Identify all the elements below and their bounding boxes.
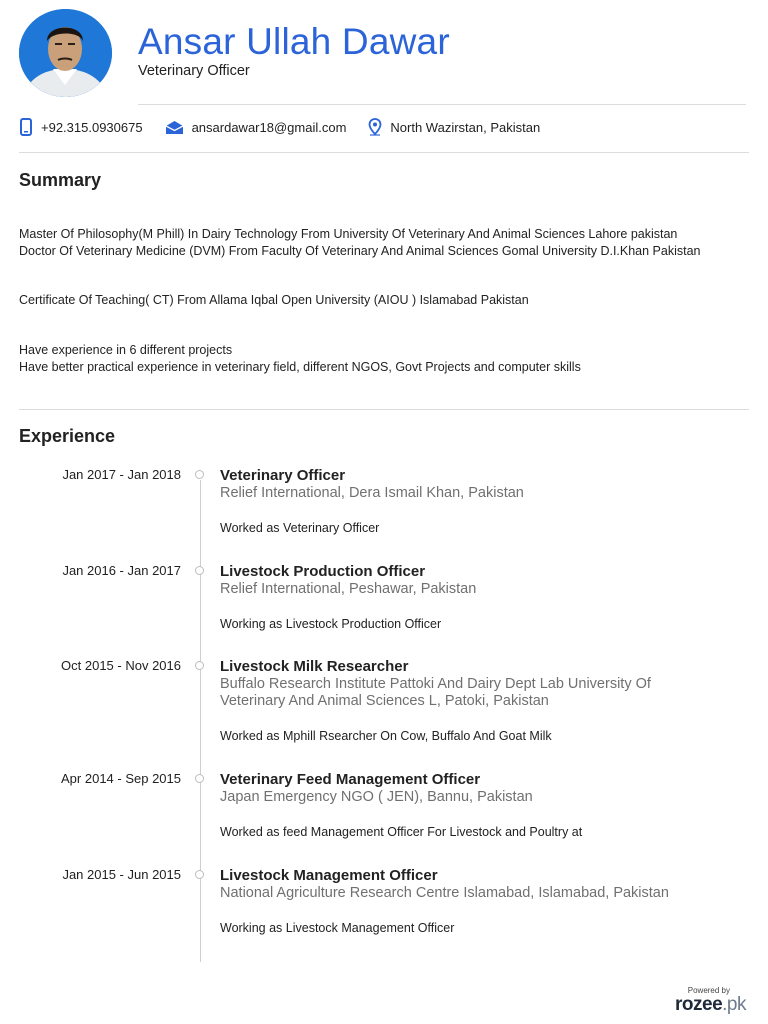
experience-description: Working as Livestock Management Officer	[220, 921, 455, 935]
experience-role: Veterinary Officer	[220, 467, 346, 484]
summary-line: Certificate Of Teaching( CT) From Allama Iqbal Open University (AIOU ) Islamabad Pakistan	[19, 293, 529, 307]
timeline-dot-icon	[195, 661, 204, 670]
experience-heading: Experience	[19, 426, 116, 446]
timeline-dot-icon	[195, 566, 204, 575]
profile-photo-icon	[19, 9, 112, 97]
powered-by-badge	[675, 986, 746, 1015]
experience-description: Worked as feed Management Officer For Livestock and Poultry at	[220, 825, 583, 839]
summary-education	[19, 226, 748, 260]
summary-line: Have experience in 6 different projects	[19, 343, 233, 357]
email-text: ansardawar18@gmail.com	[191, 119, 347, 135]
avatar	[19, 9, 112, 97]
contact-divider	[19, 152, 749, 153]
experience-description: Working as Livestock Production Officer	[220, 617, 442, 631]
summary-line: Have better practical experience in veterinary field, different NGOS, Govt Projects and computer skills	[19, 360, 581, 374]
summary-heading: Summary	[19, 170, 102, 190]
summary-line: Master Of Philosophy(M Phill) In Dairy Technology From University Of Veterinary And Animal Sciences Lahore pakistan	[19, 227, 678, 241]
experience-date: Apr 2014 - Sep 2015	[61, 771, 181, 786]
powered-by-label: Powered by	[687, 986, 730, 995]
location-pin-icon	[368, 118, 382, 136]
experience-description: Worked as Mphill Rsearcher On Cow, Buffalo And Goat Milk	[220, 729, 552, 743]
experience-organization: National Agriculture Research Centre Islamabad, Islamabad, Pakistan	[220, 885, 669, 901]
experience-date: Jan 2016 - Jan 2017	[62, 563, 181, 578]
contact-phone	[19, 118, 143, 136]
contact-row	[19, 118, 562, 136]
phone-icon	[19, 118, 33, 136]
timeline-dot-icon	[195, 774, 204, 783]
summary-experience-notes	[19, 342, 748, 376]
candidate-title: Veterinary Officer	[138, 63, 250, 79]
experience-content	[220, 867, 720, 936]
contact-location	[368, 118, 540, 136]
header-divider	[138, 104, 746, 105]
brand-suffix: .pk	[722, 994, 746, 1015]
experience-content	[220, 467, 720, 536]
summary-divider	[19, 409, 749, 410]
experience-role: Livestock Production Officer	[220, 563, 426, 580]
experience-role: Livestock Management Officer	[220, 867, 438, 884]
brand-name: rozee	[675, 994, 723, 1015]
experience-description: Worked as Veterinary Officer	[220, 521, 380, 535]
experience-organization: Relief International, Peshawar, Pakistan	[220, 581, 477, 597]
brand-logo	[675, 994, 746, 1015]
timeline-dot-icon	[195, 870, 204, 879]
experience-organization: Japan Emergency NGO ( JEN), Bannu, Pakistan	[220, 789, 533, 805]
phone-text: +92.315.0930675	[41, 119, 143, 135]
location-text: North Wazirstan, Pakistan	[390, 119, 541, 135]
experience-role: Livestock Milk Researcher	[220, 658, 409, 675]
timeline-dot-icon	[195, 470, 204, 479]
summary-line: Doctor Of Veterinary Medicine (DVM) From Faculty Of Veterinary And Animal Sciences Gomal University D.I.Khan Pakistan	[19, 244, 701, 258]
experience-date: Jan 2017 - Jan 2018	[62, 467, 181, 482]
candidate-name: Ansar Ullah Dawar	[138, 21, 450, 62]
experience-organization: Relief International, Dera Ismail Khan, Pakistan	[220, 485, 524, 501]
envelope-icon	[165, 120, 184, 135]
summary-certificate	[19, 292, 748, 309]
experience-content	[220, 563, 720, 632]
experience-content	[220, 771, 720, 840]
experience-role: Veterinary Feed Management Officer	[220, 771, 481, 788]
contact-email	[165, 120, 347, 135]
experience-date: Jan 2015 - Jun 2015	[62, 867, 181, 882]
timeline-line	[200, 480, 201, 962]
experience-organization: Buffalo Research Institute Pattoki And Dairy Dept Lab University Of Veterinary And Animal Sciences L, Patoki, Pakistan	[220, 676, 651, 709]
experience-content	[220, 658, 720, 744]
experience-date: Oct 2015 - Nov 2016	[61, 658, 181, 673]
